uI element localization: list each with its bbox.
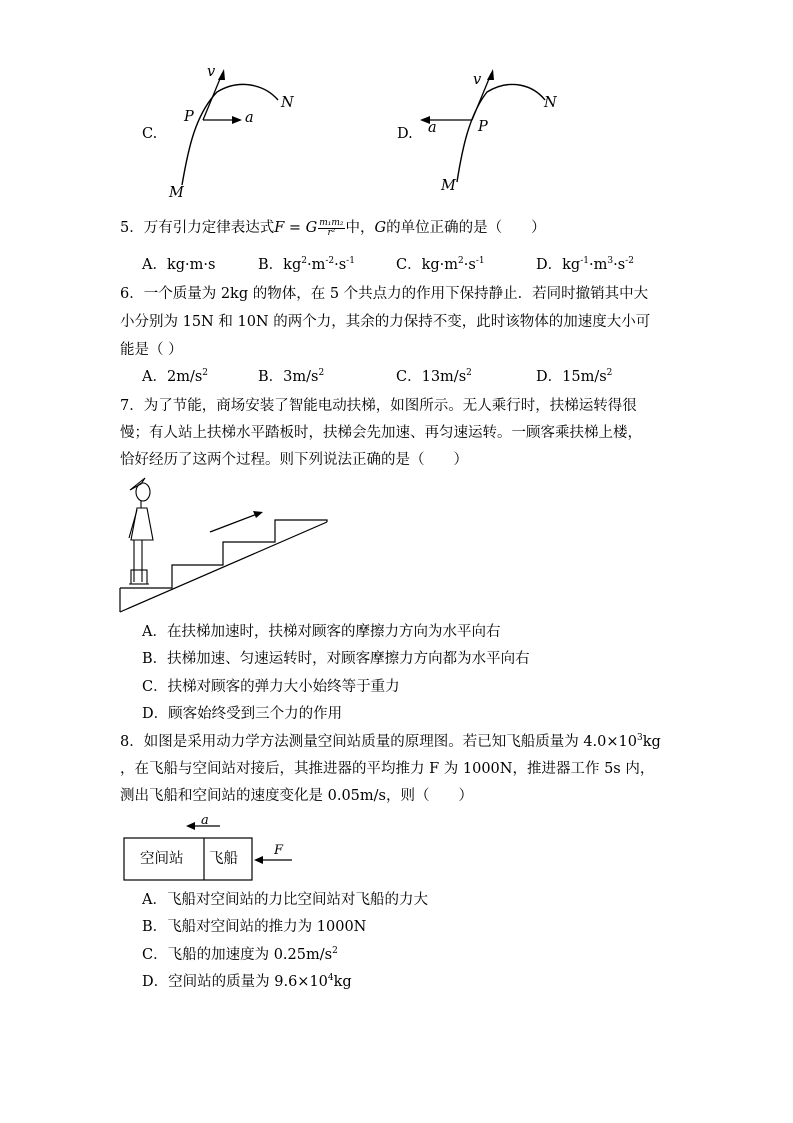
- superscript: 2: [332, 946, 338, 956]
- q6-option-b: [258, 367, 324, 387]
- option-text-end: kg: [333, 974, 352, 990]
- superscript: -2: [625, 256, 634, 266]
- q6-option-c: [396, 367, 472, 387]
- option-text: B．飞船对空间站的推力为 1000N: [142, 919, 367, 935]
- q6-option-d: [536, 367, 612, 387]
- superscript: 2: [318, 368, 325, 378]
- option-text: kg: [283, 257, 302, 273]
- option-d-label: D.: [397, 126, 413, 142]
- superscript: 2: [466, 368, 472, 378]
- escalator-figure: [115, 470, 335, 615]
- point-p-label: P: [184, 109, 194, 125]
- option-text: ·s: [613, 257, 626, 273]
- q8-option-c: [142, 945, 338, 965]
- option-text: A．飞船对空间站的力比空间站对飞船的力大: [142, 892, 428, 908]
- option-label: C．: [396, 257, 422, 273]
- fraction-denominator: r²: [327, 227, 336, 238]
- q7-line-2: 慢；有人站上扶梯水平踏板时，扶梯会先加速、再匀速运转。一顾客乘扶梯上楼，: [120, 425, 642, 441]
- q8-line-1-end: kg: [642, 734, 661, 750]
- q5-prefix: 5．万有引力定律表达式: [120, 220, 275, 236]
- option-label: D．: [536, 369, 563, 385]
- force-label: F: [274, 843, 284, 858]
- q6-option-a: [142, 367, 208, 387]
- superscript: -1: [475, 256, 485, 266]
- option-text: D．空间站的质量为 9.6×10: [142, 974, 328, 990]
- q8-option-b: [142, 917, 366, 937]
- option-c-label: C.: [142, 126, 158, 142]
- option-text: ·s: [334, 257, 347, 273]
- q5-option-c: [396, 255, 485, 275]
- velocity-label: v: [207, 64, 216, 80]
- option-label: A．: [142, 257, 167, 273]
- q6-line-2: 小分别为 15N 和 10N 的两个力，其余的力保持不变，此时该物体的加速度大小可: [120, 314, 651, 330]
- q6-line-1: 6．一个质量为 2kg 的物体，在 5 个共点力的作用下保持静止．若同时撤销其中大: [120, 286, 649, 302]
- q8-line-3: 测出飞船和空间站的速度变化是 0.05m/s，则（ ）: [120, 788, 473, 804]
- q5-option-a: [142, 255, 215, 275]
- formula-lhs: F = G: [274, 220, 318, 236]
- q6-line-3: 能是（ ）: [120, 342, 183, 358]
- q8-option-d: [142, 972, 352, 992]
- spaceship-label: 飞船: [209, 851, 238, 867]
- fraction-numerator: m₁m₂: [319, 217, 344, 228]
- superscript: 2: [606, 368, 613, 378]
- space-station-label: 空间站: [140, 851, 184, 867]
- option-text: C．飞船的加速度为 0.25m/s: [142, 947, 333, 963]
- velocity-label: v: [473, 72, 482, 88]
- q7-line-3: 恰好经历了这两个过程。则下列说法正确的是（ ）: [120, 452, 468, 468]
- superscript: 2: [301, 256, 307, 266]
- option-label: D．: [536, 257, 563, 273]
- question-5-stem: [120, 218, 546, 238]
- acceleration-label: a: [201, 813, 209, 828]
- option-text: ·s: [463, 257, 476, 273]
- option-label: B．: [258, 257, 284, 273]
- option-label: A．: [142, 369, 167, 385]
- q7-option-a: A．在扶梯加速时，扶梯对顾客的摩擦力方向为水平向右: [142, 624, 501, 640]
- acceleration-label: a: [428, 120, 437, 136]
- option-text: ·m: [589, 257, 608, 273]
- q7-option-b: B．扶梯加速、匀速运转时，对顾客摩擦力方向都为水平向右: [142, 651, 530, 667]
- option-text: 13m/s: [421, 369, 467, 385]
- option-label: B．: [258, 369, 284, 385]
- option-text: kg·m: [421, 257, 459, 273]
- superscript: -2: [325, 256, 335, 266]
- q7-option-d: D．顾客始终受到三个力的作用: [142, 706, 343, 722]
- point-p-label: P: [478, 119, 488, 135]
- constant-g: G: [374, 220, 387, 236]
- q8-option-a: [142, 890, 428, 910]
- q5-tail: 的单位正确的是（ ）: [386, 220, 546, 236]
- option-text: kg·m·s: [166, 257, 216, 273]
- q5-option-d: [536, 255, 634, 275]
- acceleration-label: a: [245, 110, 254, 126]
- superscript: 3: [607, 256, 614, 266]
- option-text: 3m/s: [283, 369, 319, 385]
- curve-diagram-c: [170, 60, 300, 200]
- point-n-label: N: [281, 95, 294, 111]
- q7-line-1: 7．为了节能，商场安装了智能电动扶梯，如图所示。无人乘行时，扶梯运转得很: [120, 398, 637, 414]
- q5-option-b: [258, 255, 355, 275]
- point-m-label: M: [441, 178, 456, 194]
- customer-figure: [129, 478, 153, 584]
- option-text: 15m/s: [562, 369, 607, 385]
- q8-line-1-text: 8．如图是采用动力学方法测量空间站质量的原理图。若已知飞船质量为 4.0×10: [120, 734, 637, 750]
- superscript: 2: [458, 256, 464, 266]
- superscript: 4: [327, 973, 334, 983]
- q5-suffix: 中，: [345, 220, 375, 236]
- q8-line-2: ，在飞船与空间站对接后，其推进器的平均推力 F 为 1000N，推进器工作 5s 内，: [120, 761, 655, 777]
- option-text: ·m: [306, 257, 326, 273]
- q8-line-1: [120, 732, 661, 752]
- option-label: C．: [396, 369, 422, 385]
- option-text: 2m/s: [166, 369, 203, 385]
- point-m-label: M: [169, 185, 184, 201]
- point-n-label: N: [544, 95, 557, 111]
- q7-option-c: C．扶梯对顾客的弹力大小始终等于重力: [142, 679, 400, 695]
- superscript: -1: [346, 256, 355, 266]
- superscript: 2: [202, 368, 209, 378]
- formula-fraction: [318, 219, 344, 238]
- superscript: -1: [580, 256, 589, 266]
- option-text: kg: [562, 257, 581, 273]
- superscript: 3: [637, 733, 643, 743]
